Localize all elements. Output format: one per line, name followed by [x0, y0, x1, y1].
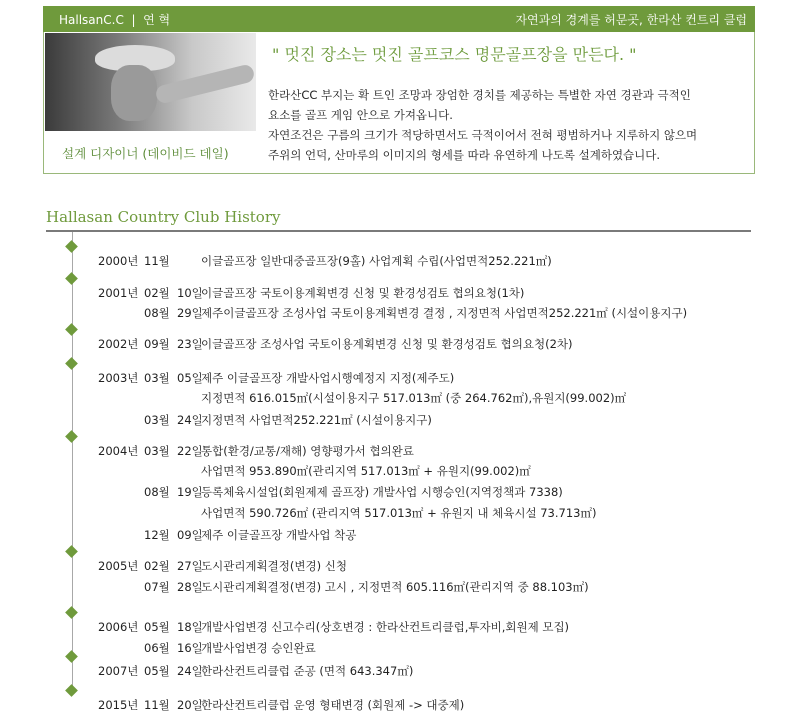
- timeline-bullet-icon: [65, 606, 78, 619]
- timeline-row: 2007년 05월 24일 한라산컨트리클럽 준공 (면적 643.347㎡): [98, 664, 414, 678]
- desc-line: 한라산CC 부지는 확 트인 조망과 장엄한 경치를 제공하는 특별한 자연 경관과 극적인: [268, 88, 691, 102]
- timeline-row: 08월 19일 등록체육시설업(회원제제 골프장) 개발사업 시행승인(지역정책과 7338): [144, 485, 563, 499]
- intro-box: [43, 32, 755, 174]
- history-title: Hallasan Country Club History: [46, 208, 281, 226]
- timeline-row: 2005년 02월 27일 도시관리계획결정(변경) 신청: [98, 559, 347, 573]
- timeline-bullet-icon: [65, 357, 78, 370]
- desc-line: 자연조건은 구름의 크기가 적당하면서도 극적이어서 전혀 평범하거나 지루하지 않으며: [268, 128, 698, 142]
- timeline-row: 07월 28일 도시관리계획결정(변경) 고시 , 지정면적 605.116㎡(관리지역 중 88.103㎡): [144, 580, 589, 594]
- header-slogan: 자연과의 경계를 허문곳, 한라산 컨트리 클럽: [515, 13, 747, 27]
- timeline-row: 06월 16일 개발사업변경 승인완료: [144, 641, 316, 655]
- timeline-line: [72, 232, 73, 694]
- timeline-row: 12월 09일 제주 이글골프장 개발사업 착공: [144, 528, 357, 542]
- timeline-row: 03월 24일 지정면적 사업면적252.221㎡ (시설이용지구): [144, 413, 432, 427]
- timeline-row: 2004년 03월 22일 통합(환경/교통/재해) 영향평가서 협의완료: [98, 444, 414, 458]
- desc-line: 주위의 언덕, 산마루의 이미지의 형세를 따라 유연하게 나도록 설계하였습니다.: [268, 148, 661, 162]
- designer-photo: [45, 33, 256, 131]
- desc-line: 요소를 골프 게임 안으로 가져옵니다.: [268, 108, 453, 122]
- timeline-row: 사업면적 953.890㎡(관리지역 517.013㎡ + 유원지(99.002)㎡: [201, 464, 531, 478]
- timeline-row: 2015년 11월 20일 한라산컨트리클럽 운영 형태변경 (회원제 -> 대중제): [98, 698, 465, 712]
- timeline-row: 사업면적 590.726㎡ (관리지역 517.013㎡ + 유원지 내 체육시설 73.713㎡): [201, 506, 597, 520]
- timeline-bullet-icon: [65, 323, 78, 336]
- intro-quote: " 멋진 장소는 멋진 골프코스 명문골프장을 만든다. ": [272, 45, 637, 64]
- timeline-bullet-icon: [65, 430, 78, 443]
- timeline-row: 08월 29일 제주이글골프장 조성사업 국토이용계획변경 결정 , 지정면적 사업면적252.221㎡ (시설이용지구): [144, 306, 688, 320]
- designer-caption: 설계 디자이너 (데이비드 데일): [62, 146, 229, 161]
- timeline-bullet-icon: [65, 650, 78, 663]
- intro-description: [268, 85, 750, 165]
- history-divider: [46, 230, 751, 232]
- timeline-row: 2001년 02월 10일 이글골프장 국토이용계획변경 신청 및 환경성검토 협의요청(1차): [98, 286, 525, 300]
- timeline-row: 2002년 09월 23일 이글골프장 조성사업 국토이용계획변경 신청 및 환경성검토 협의요청(2차): [98, 337, 573, 351]
- timeline-row: 2003년 03월 05일 제주 이글골프장 개발사업시행예정지 지정(제주도): [98, 371, 455, 385]
- timeline-bullet-icon: [65, 545, 78, 558]
- timeline-row: 지정면적 616.015㎡(시설이용지구 517.013㎡ (중 264.762㎡),유원지(99.002)㎡: [201, 391, 627, 405]
- timeline-bullet-icon: [65, 272, 78, 285]
- timeline-row: 2000년 11월 이글골프장 일반대중골프장(9홀) 사업계획 수립(사업면적252.221㎡): [98, 254, 552, 268]
- timeline-bullet-icon: [65, 240, 78, 253]
- timeline-row: 2006년 05월 18일 개발사업변경 신고수리(상호변경 : 한라산컨트리클럽,투자비,회원제 모집): [98, 620, 570, 634]
- header-title: HallsanC.C | 연 혁: [59, 13, 171, 27]
- page-header: [43, 6, 755, 32]
- timeline-bullet-icon: [65, 684, 78, 697]
